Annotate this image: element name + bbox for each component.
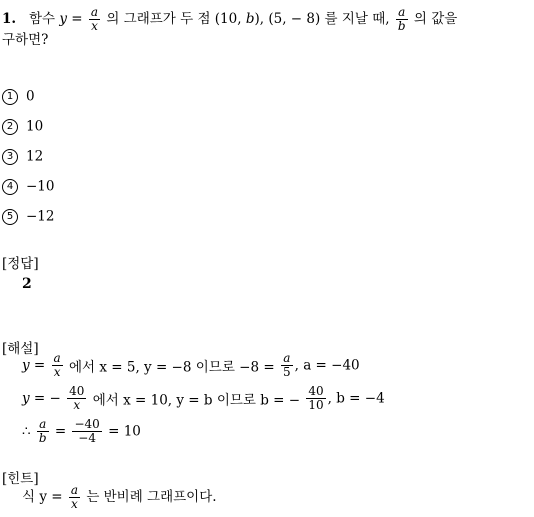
ratio-fraction bbox=[396, 6, 408, 33]
solution-line-1-mid: 에서 x = 5, y = −8 이므로 −8 = bbox=[68, 359, 275, 376]
question-text-3: ), (5, − 8) 를 지날 때, bbox=[254, 11, 390, 27]
question-line-2: 구하면? bbox=[2, 32, 49, 48]
solution-line-3-frac-num: a bbox=[39, 417, 47, 431]
solution-line-1-fraction-2 bbox=[281, 352, 293, 379]
function-fraction bbox=[89, 6, 100, 33]
solution-line-2-lhs: y = − bbox=[22, 390, 61, 407]
option-3-marker: 3 bbox=[2, 149, 18, 165]
solution-line-2-frac2-num: 40 bbox=[308, 384, 324, 398]
solution-line-1-frac-num: a bbox=[53, 351, 61, 365]
solution-line-3-fraction bbox=[37, 418, 49, 445]
option-2[interactable] bbox=[2, 118, 43, 135]
solution-line-1-tail: , a = −40 bbox=[294, 357, 360, 374]
point-b-variable: b bbox=[245, 11, 255, 27]
function-fraction-denominator: x bbox=[89, 19, 100, 33]
option-1-value: 0 bbox=[26, 88, 35, 105]
solution-line-2 bbox=[22, 385, 385, 412]
option-5-marker: 5 bbox=[2, 209, 18, 225]
solution-line-1 bbox=[22, 352, 360, 379]
question-text-2: 의 그래프가 두 점 (10, bbox=[106, 11, 242, 27]
answer-value: 2 bbox=[22, 276, 32, 292]
function-lhs: y = bbox=[59, 11, 83, 27]
hint-fraction bbox=[69, 484, 80, 511]
solution-line-2-fraction bbox=[67, 385, 86, 412]
solution-line-2-mid: 에서 x = 10, y = b 이므로 b = − bbox=[92, 392, 301, 409]
function-fraction-numerator: a bbox=[90, 5, 99, 19]
option-5-value: −12 bbox=[26, 208, 55, 225]
hint-label: [힌트] bbox=[2, 471, 39, 487]
ratio-fraction-denominator: b bbox=[397, 19, 406, 33]
solution-label: [해설] bbox=[2, 341, 39, 357]
option-5[interactable] bbox=[2, 208, 55, 225]
solution-line-2-fraction-2 bbox=[306, 385, 325, 412]
solution-line-1-frac2-den: 5 bbox=[282, 365, 291, 379]
solution-line-3-frac2-den: −4 bbox=[72, 431, 101, 445]
solution-line-2-frac2-den: 10 bbox=[308, 398, 324, 412]
option-1-marker: 1 bbox=[2, 89, 18, 105]
question-text-4: 의 값을 bbox=[413, 11, 458, 27]
therefore-symbol: ∴ bbox=[22, 423, 31, 440]
solution-line-1-lhs: y = bbox=[22, 357, 46, 374]
hint-post: 는 반비례 그래프이다. bbox=[86, 489, 217, 505]
option-2-value: 10 bbox=[26, 118, 44, 135]
solution-line-1-frac2-num: a bbox=[283, 351, 291, 365]
hint-frac-num: a bbox=[70, 483, 79, 497]
ratio-fraction-numerator: a bbox=[398, 5, 406, 19]
solution-line-2-frac-den: x bbox=[67, 398, 86, 412]
question-number: 1. bbox=[2, 11, 17, 27]
option-4-marker: 4 bbox=[2, 179, 18, 195]
hint-frac-den: x bbox=[69, 497, 80, 511]
option-4-value: −10 bbox=[26, 178, 55, 195]
solution-line-3-frac2-num: −40 bbox=[74, 417, 100, 431]
option-2-marker: 2 bbox=[2, 119, 18, 135]
solution-line-3-eq: = bbox=[54, 423, 67, 440]
option-3-value: 12 bbox=[26, 148, 44, 165]
hint-line bbox=[22, 484, 217, 511]
answer-label: [정답] bbox=[2, 256, 39, 272]
question-text-1: 함수 bbox=[28, 11, 56, 27]
option-3[interactable] bbox=[2, 148, 43, 165]
hint-pre: 식 y = bbox=[22, 489, 63, 505]
question-line-1 bbox=[2, 6, 457, 33]
solution-line-3 bbox=[22, 418, 141, 445]
solution-line-2-tail: , b = −4 bbox=[327, 390, 385, 407]
solution-line-1-fraction bbox=[52, 352, 63, 379]
solution-line-1-frac-den: x bbox=[52, 365, 63, 379]
solution-line-3-tail: = 10 bbox=[108, 423, 141, 440]
option-4[interactable] bbox=[2, 178, 55, 195]
solution-line-3-fraction-2 bbox=[72, 418, 101, 445]
option-1[interactable] bbox=[2, 88, 35, 105]
solution-line-3-frac-den: b bbox=[38, 431, 47, 445]
solution-line-2-frac-num: 40 bbox=[69, 384, 85, 398]
